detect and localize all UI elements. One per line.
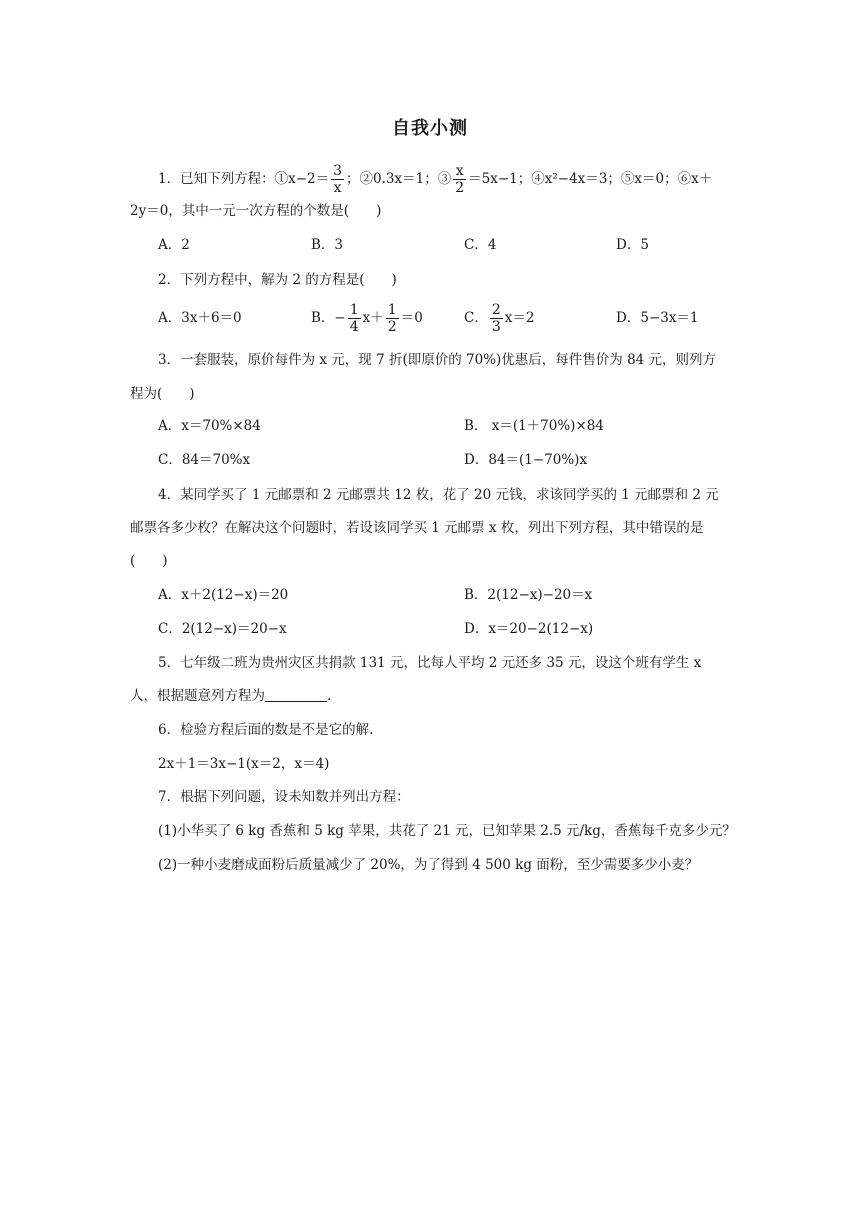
q1-option-a: A．2 [158,237,190,253]
question-5-line-1: 5．七年级二班为贵州灾区共捐款 131 元，比每人平均 2 元还多 35 元，设这个班有学生 x [158,655,702,671]
q5-line-2-text: 人，根据题意列方程为 [130,688,265,704]
question-7-part-2: (2)一种小麦磨成面粉后质量减少了 20%，为了得到 4 500 kg 面粉，至少需要多少小麦？ [158,857,699,873]
q1-frac1-denominator: x [333,180,342,196]
q2-fraction-2-over-3 [490,303,503,334]
question-6-line-1: 6．检验方程后面的数是不是它的解. [158,722,374,738]
question-7-part-1: (1)小华买了 6 kg 香蕉和 5 kg 苹果，共花了 21 元，已知苹果 2.5 元/kg，香蕉每千克多少元？ [158,823,736,839]
q3-option-b: B． x＝(1＋70%)×84 [464,418,604,434]
q3-option-a: A．x＝70%×84 [158,418,261,434]
q1-option-b: B．3 [311,237,344,253]
q2-frac2-numerator: 1 [387,302,397,318]
q3-option-d: D．84＝(1−70%)x [464,452,588,468]
q2-fraction-1-over-4 [348,303,361,334]
q2-frac2-denominator: 2 [387,319,397,335]
question-2-stem: 2．下列方程中，解为 2 的方程是( ) [158,272,397,288]
answer-blank [265,687,327,702]
q4-option-a: A．x＋2(12−x)＝20 [158,587,289,603]
q2-frac1-numerator: 1 [349,302,359,318]
q1-frac2-denominator: 2 [455,180,465,196]
q2-frac1-denominator: 4 [349,319,359,335]
q4-option-d: D．x＝20−2(12−x) [464,621,594,637]
q2-option-a: A．3x＋6＝0 [158,310,242,326]
q2-option-b: B．− $\frac{1}{4}$ x＋ $\frac{1}{2}$ ＝0 [311,302,423,335]
q5-line-2-end: . [327,688,332,704]
q1-frac1-numerator: 3 [333,163,343,179]
question-5-line-2 [130,686,331,706]
q2-option-b-end: ＝0 [400,310,423,326]
question-1-line-2: 2y＝0，其中一元一次方程的个数是( ) [130,203,382,219]
q1-eq1-pre: x−2＝ [288,171,330,187]
q1-part2: ；②0.3x＝1；③ [346,171,452,187]
q1-option-c: C．4 [464,237,497,253]
question-4-line-1: 4．某同学买了 1 元邮票和 2 元邮票共 12 枚，花了 20 元钱，求该同学买的 1 元邮票和 2 元 [158,487,719,503]
q1-fraction-x-over-2 [453,164,466,195]
question-4-line-3: ( ) [130,553,168,569]
q1-frac2-numerator: x [453,164,466,180]
q2-option-d: D．5−3x＝1 [616,310,699,326]
question-4-line-2: 邮票各多少枚？在解决这个问题时，若设该同学买 1 元邮票 x 枚，列出下列方程，其中错误的是 [130,520,704,536]
question-3-line-1: 3．一套服装，原价每件为 x 元，现 7 折(即原价的 70%)优惠后，每件售价为 84 元，则列方 [158,352,717,368]
q2-frac3-denominator: 3 [491,319,501,335]
question-6-equation: 2x＋1＝3x−1(x＝2，x＝4) [158,756,330,772]
page-title: 自我小测 [392,118,468,139]
question-1-line-1 [158,164,712,195]
q4-option-c: C．2(12−x)＝20−x [158,621,287,637]
question-3-line-2: 程为( ) [130,386,195,402]
q1-fraction-3-over-x [331,164,344,195]
q2-frac3-numerator: 2 [491,302,501,318]
q2-option-c-end: x＝2 [504,310,535,326]
q2-fraction-1-over-2 [386,303,399,334]
q2-option-c-label: C． [464,310,488,326]
q3-option-c: C．84＝70%x [158,452,251,468]
q2-option-b-mid: x＋ [362,310,384,326]
question-7-line-1: 7．根据下列问题，设未知数并列出方程： [158,789,410,805]
q1-lead: 1．已知下列方程：① [158,171,289,187]
q1-part3: ＝5x−1；④x²−4x＝3；⑤x＝0；⑥x＋ [468,171,713,187]
q2-option-c [464,299,534,337]
q1-option-d: D．5 [616,237,649,253]
q4-option-b: B．2(12−x)−20＝x [464,587,593,603]
q2-option-b-label: B． [311,310,335,326]
